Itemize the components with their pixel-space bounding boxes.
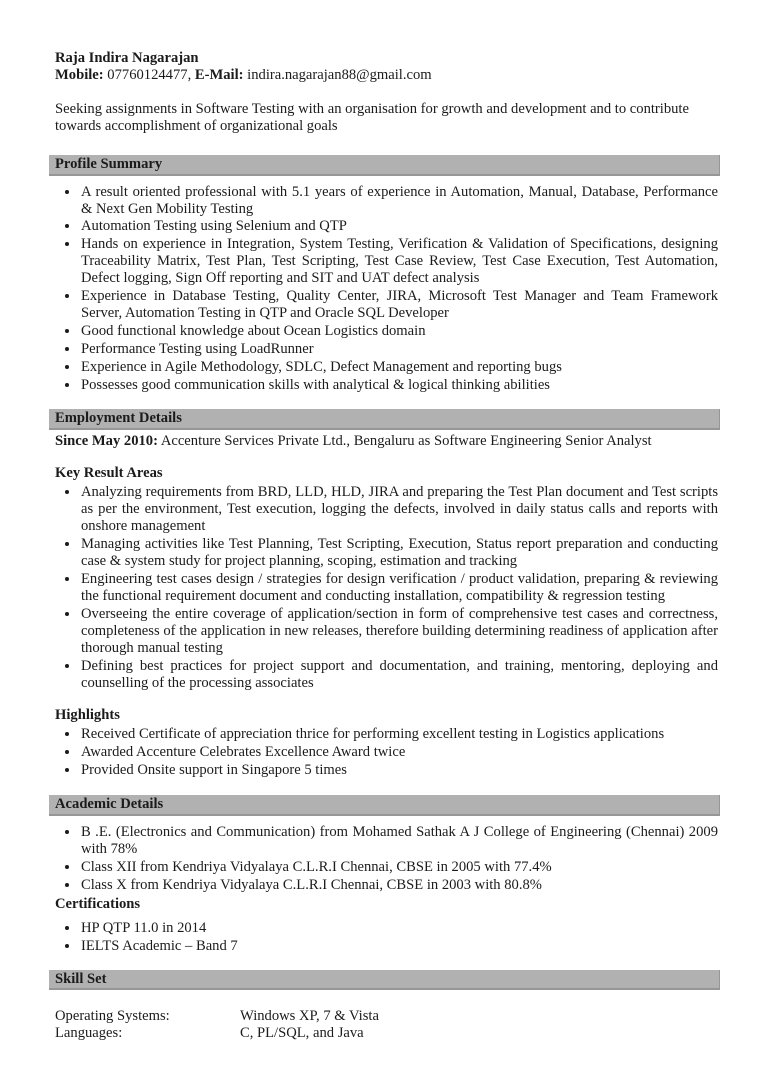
list-item: • Engineering test cases design / strategies for design verification / product validation, preparing & reviewing the functional requirement document and conducting installation, compatibility & regression testing [80,571,718,605]
mobile-value: 07760124477, [107,66,192,83]
candidate-name: Raja Indira Nagarajan [55,50,199,66]
list-item: • A result oriented professional with 5.1 years of experience in Automation, Manual, Database, Performance & Next Gen Mobility Testing [80,184,718,218]
skill-row [55,1025,718,1042]
academic-list [55,824,718,894]
certifications-list [55,920,718,955]
list-item: • Class X from Kendriya Vidyalaya C.L.R.I Chennai, CBSE in 2003 with 80.8% [80,877,718,894]
list-item: • HP QTP 11.0 in 2014 [80,920,718,937]
subsection-title-highlights: Highlights [55,706,120,723]
skill-label: Languages: [55,1025,123,1042]
email-label: E-Mail: [194,66,244,83]
mobile-label: Mobile: [55,66,104,83]
email-value: indira.nagarajan88@gmail.com [247,66,432,83]
list-item: • Class XII from Kendriya Vidyalaya C.L.R.I Chennai, CBSE in 2005 with 77.4% [80,859,718,876]
skill-label: Operating Systems: [55,1008,170,1025]
list-item: • Analyzing requirements from BRD, LLD, HLD, JIRA and preparing the Test Plan document and Test scripts as per the environment, Test execution, logging the defects, involved in daily status calls and reports with onshore management [80,484,718,535]
tenure-value: Accenture Services Private Ltd., Bengaluru as Software Engineering Senior Analyst [160,432,652,449]
list-item: • Automation Testing using Selenium and QTP [80,218,718,235]
section-title-employment-details: Employment Details [49,409,720,430]
tenure-label: Since May 2010: [55,432,158,449]
list-item: • Experience in Database Testing, Quality Center, JIRA, Microsoft Test Manager and Team Framework Server, Automation Testing in QTP and Oracle SQL Developer [80,288,718,322]
subsection-title-certifications: Certifications [55,895,141,912]
list-item: • IELTS Academic – Band 7 [80,938,718,955]
list-item: • Defining best practices for project support and documentation, and training, mentoring, deploying and counselling of the processing associates [80,658,718,692]
employment-tenure [55,433,718,450]
list-item: • Performance Testing using LoadRunner [80,341,718,358]
subsection-title-key-result-areas: Key Result Areas [55,464,163,481]
list-item: • Awarded Accenture Celebrates Excellence Award twice [80,744,718,761]
list-item: • Good functional knowledge about Ocean Logistics domain [80,323,718,340]
list-item: • Provided Onsite support in Singapore 5 times [80,762,718,779]
list-item: • Received Certificate of appreciation thrice for performing excellent testing in Logistics applications [80,726,718,743]
career-objective: Seeking assignments in Software Testing with an organisation for growth and development and to contribute towards accomplishment of organizational goals [55,100,689,134]
skill-row [55,1008,718,1025]
skill-value: C, PL/SQL, and Java [240,1025,364,1042]
list-item: • B .E. (Electronics and Communication) from Mohamed Sathak A J College of Engineering (Chennai) 2009 with 78% [80,824,718,858]
profile-summary-list [55,184,718,394]
list-item: • Possesses good communication skills with analytical & logical thinking abilities [80,377,718,394]
section-title-academic-details: Academic Details [49,795,720,816]
key-result-areas-list [55,484,718,691]
section-title-skill-set: Skill Set [49,970,720,991]
skill-set-table [55,1008,718,1042]
highlights-list [55,726,718,779]
contact-line [55,67,718,84]
list-item: • Experience in Agile Methodology, SDLC, Defect Management and reporting bugs [80,359,718,376]
list-item: • Overseeing the entire coverage of application/section in form of comprehensive test cases and correctness, completeness of the application in new releases, therefore building determining readiness of application after thorough manual testing [80,606,718,657]
section-title-profile-summary: Profile Summary [49,155,720,176]
skill-value: Windows XP, 7 & Vista [240,1008,379,1025]
list-item: • Hands on experience in Integration, System Testing, Verification & Validation of Specifications, designing Traceability Matrix, Test Plan, Test Scripting, Test Case Review, Test Case Execution, Test Automation, Defect logging, Sign Off reporting and SIT and UAT defect analysis [80,236,718,287]
list-item: • Managing activities like Test Planning, Test Scripting, Execution, Status report preparation and conducting case & system study for project planning, scoping, estimation and tracking [80,536,718,570]
